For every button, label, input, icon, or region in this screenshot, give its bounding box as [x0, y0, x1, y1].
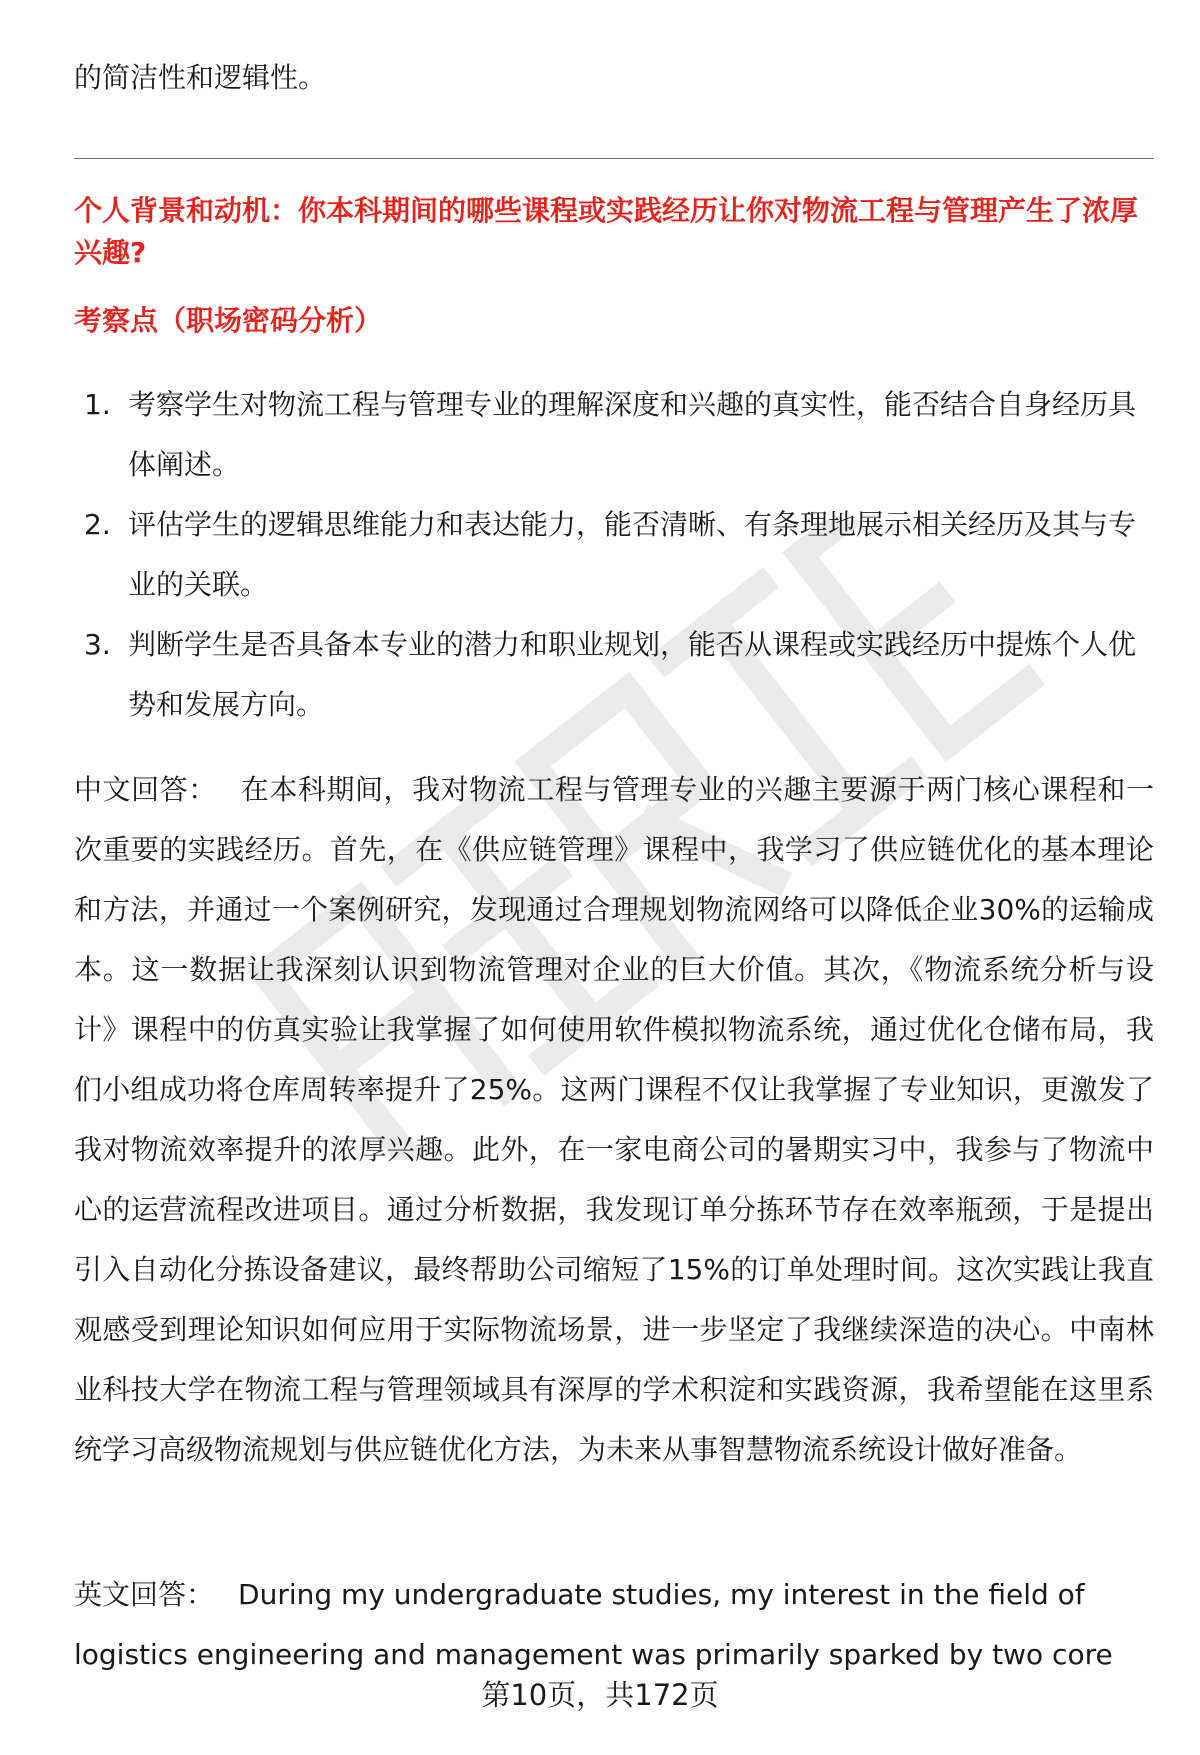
chinese-answer-label: 中文回答：	[74, 773, 217, 806]
assessment-point	[74, 615, 1154, 735]
assessment-points-list	[74, 375, 1154, 735]
point-text: 判断学生是否具备本专业的潜力和职业规划，能否从课程或实践经历中提炼个人优势和发展方向。	[128, 628, 1137, 721]
continuation-text: 的简洁性和逻辑性。	[74, 61, 327, 94]
point-number: 2.	[84, 508, 111, 541]
point-text: 考察学生对物流工程与管理专业的理解深度和兴趣的真实性，能否结合自身经历具体阐述。	[128, 388, 1137, 481]
english-answer-label: 英文回答：	[74, 1578, 215, 1611]
point-text: 评估学生的逻辑思维能力和表达能力，能否清晰、有条理地展示相关经历及其与专业的关联。	[128, 508, 1137, 601]
chinese-answer	[74, 760, 1154, 1480]
page-footer: 第10页，共172页	[481, 1678, 719, 1712]
point-number: 3.	[84, 628, 111, 661]
english-answer	[74, 1565, 1154, 1685]
assessment-subheading: 考察点（职场密码分析）	[74, 304, 383, 337]
section-divider	[74, 158, 1154, 159]
assessment-point	[74, 375, 1154, 495]
point-number: 1.	[84, 388, 111, 421]
assessment-point	[74, 495, 1154, 615]
chinese-answer-text: 在本科期间，我对物流工程与管理专业的兴趣主要源于两门核心课程和一次重要的实践经历。首先，在《供应链管理》课程中，我学习了供应链优化的基本理论和方法，并通过一个案例研究，发现通过合理规划物流网络可以降低企业30%的运输成本。这一数据让我深刻认识到物流管理对企业的巨大价值。其次，《物流系统分析与设计》课程中的仿真实验让我掌握了如何使用软件模拟物流系统，通过优化仓储布局，我们小组成功将仓库周转率提升了25%。这两门课程不仅让我掌握了专业知识，更激发了我对物流效率提升的浓厚兴趣。此外，在一家电商公司的暑期实习中，我参与了物流中心的运营流程改进项目。通过分析数据，我发现订单分拣环节存在效率瓶颈，于是提出引入自动化分拣设备建议，最终帮助公司缩短了15%的订单处理时间。这次实践让我直观感受到理论知识如何应用于实际物流场景，进一步坚定了我继续深造的决心。中南林业科技大学在物流工程与管理领域具有深厚的学术积淀和实践资源，我希望能在这里系统学习高级物流规划与供应链优化方法，为未来从事智慧物流系统设计做好准备。	[74, 773, 1154, 1466]
question-heading: 个人背景和动机：你本科期间的哪些课程或实践经历让你对物流工程与管理产生了浓厚兴趣?	[74, 194, 1139, 269]
english-answer-text: During my undergraduate studies, my interest in the field of logistics engineering and management was primarily sparked by two core	[74, 1578, 1113, 1671]
